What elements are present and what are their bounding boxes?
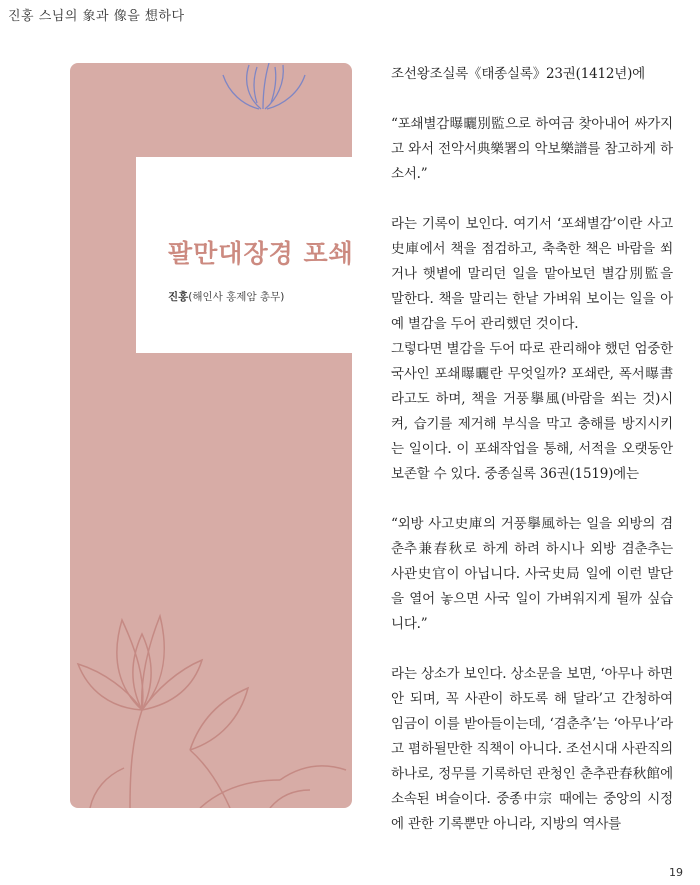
page-number: 19 <box>669 866 683 879</box>
lotus-bottom-illustration <box>70 590 352 808</box>
paragraph-gap <box>391 187 673 212</box>
author-byline <box>168 289 284 304</box>
quote-paragraph: “외방 사고史庫의 거풍擧風하는 일을 외방의 겸춘추兼春秋로 하게 하려 하시나 외방 겸춘추는 사관史官이 아닙니다. 사국史局 일에 이런 발단을 열어 놓으면 사국 일이 가벼워지게 될까 싶습니다.” <box>391 516 673 632</box>
author-affiliation: (해인사 홍제암 총무) <box>188 291 285 303</box>
intro-line: 조선왕조실록《태종실록》23권(1412년)에 <box>391 66 646 82</box>
paragraph-gap <box>391 487 673 512</box>
body-paragraph: 그렇다면 별감을 두어 따로 관리해야 했던 엄중한 국사인 포쇄曝曬란 무엇일까? 포쇄란, 폭서曝書라고도 하며, 책을 거풍擧風(바람을 쐬는 것)시켜, 습기를 제거해 부식을 막고 충해를 방지시키는 일이다. 이 포쇄작업을 통해, 서적을 오랫동안 보존할 수 있다. 중종실록 36권(1519)에는 <box>391 341 673 482</box>
paragraph-gap <box>391 87 673 112</box>
article-body <box>391 62 673 837</box>
lotus-top-illustration <box>213 63 313 111</box>
running-header: 진홍 스님의 象과 像을 想하다 <box>8 9 185 24</box>
body-paragraph: 라는 기록이 보인다. 여기서 ‘포쇄별감’이란 사고史庫에서 책을 점검하고, 축축한 책은 바람을 쐬거나 햇볕에 말리던 일을 맡아보던 별감別監을 말한다. 책을 말리는 한낱 가벼워 보이는 일을 아예 별감을 두어 관리했던 것이다. <box>391 216 673 332</box>
author-name: 진홍 <box>168 291 189 303</box>
article-title: 팔만대장경 포쇄 <box>168 239 354 268</box>
quote-paragraph: “포쇄별감曝曬別監으로 하여금 찾아내어 싸가지고 와서 전악서典樂署의 악보樂譜를 참고하게 하소서.” <box>391 116 673 182</box>
body-paragraph: 라는 상소가 보인다. 상소문을 보면, ‘아무나 하면 안 되며, 꼭 사관이 하도록 해 달라’고 간청하여 임금이 이를 받아들이는데, ‘겸춘추’는 ‘아무나’라고 폄하될만한 직책이 아니다. 조선시대 사관직의 하나로, 정무를 기록하던 관청인 춘추관春秋館에 소속된 벼슬이다. 중종中宗 때에는 중앙의 시정에 관한 기록뿐만 아니라, 지방의 역사를 <box>391 666 673 832</box>
paragraph-gap <box>391 637 673 662</box>
